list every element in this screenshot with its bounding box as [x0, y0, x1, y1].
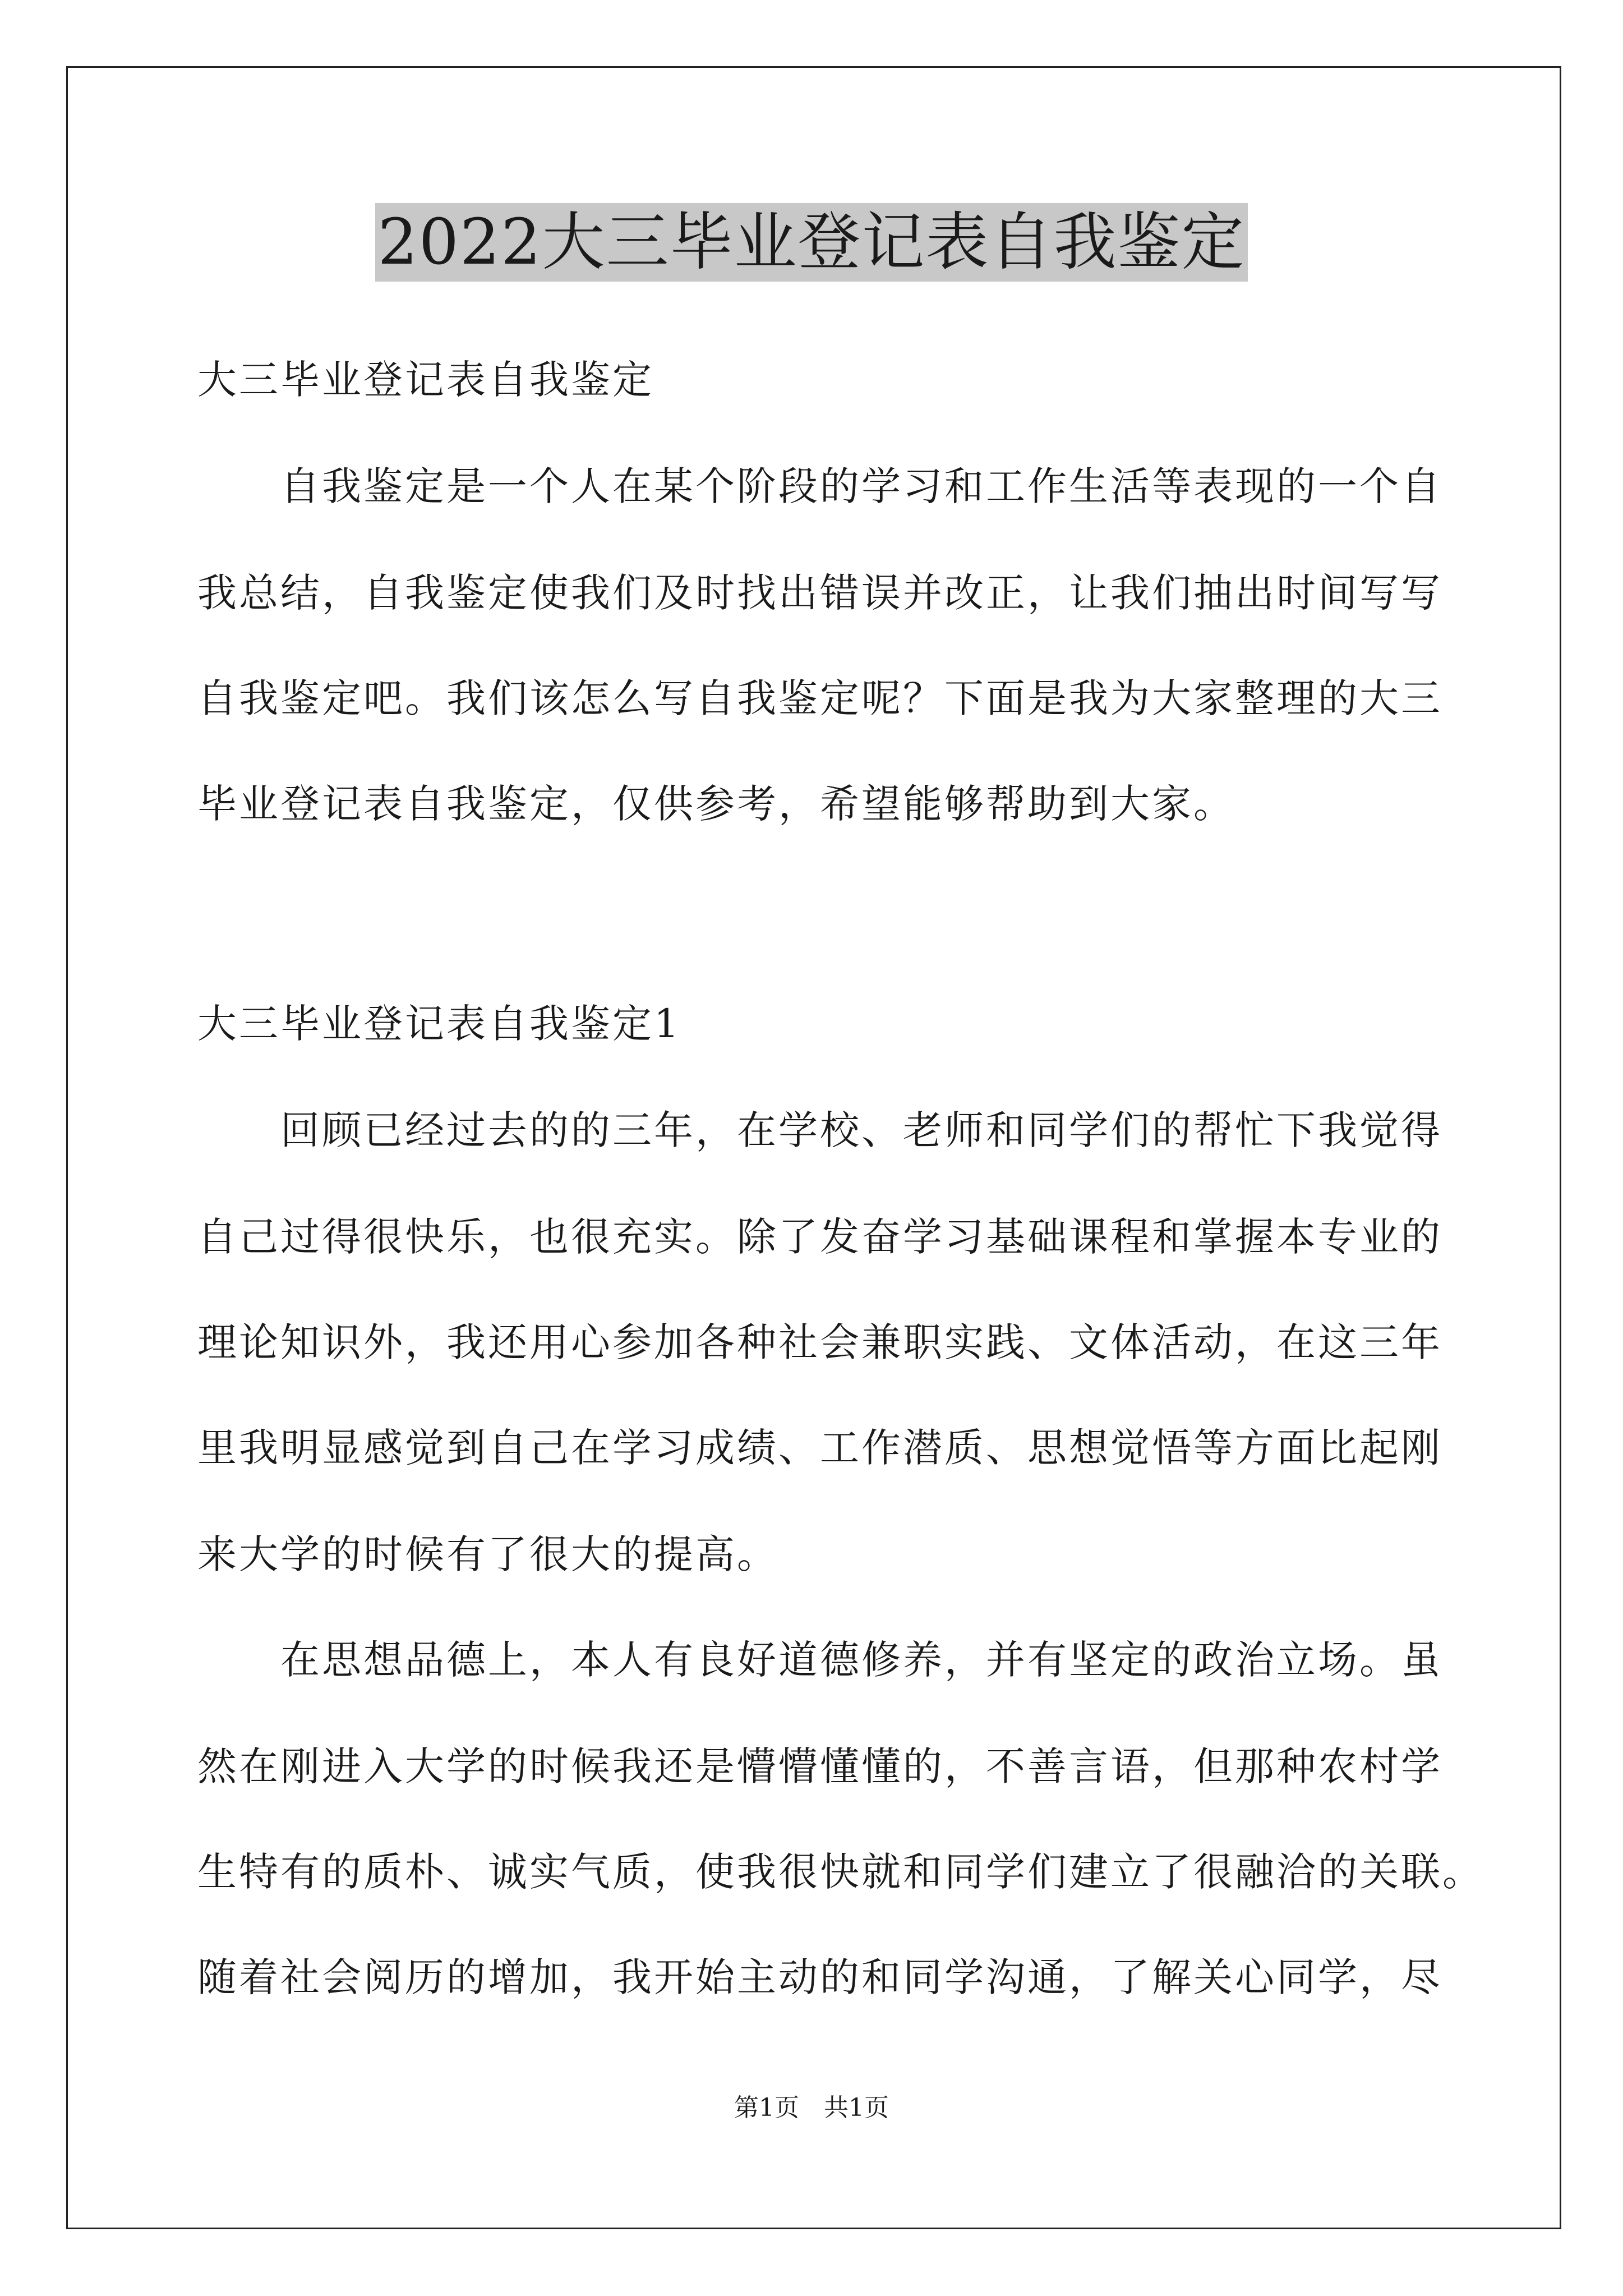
paragraph-line: 理论知识外，我还用心参加各种社会兼职实践、文体活动，在这三年 — [197, 1319, 1442, 1365]
title-block — [0, 203, 1623, 282]
paragraph-line: 自己过得很快乐，也很充实。除了发奋学习基础课程和掌握本专业的 — [197, 1214, 1442, 1260]
document-title: 2022大三毕业登记表自我鉴定 — [375, 203, 1247, 282]
paragraph-line: 生特有的质朴、诚实气质，使我很快就和同学们建立了很融洽的关联。 — [197, 1849, 1484, 1895]
paragraph-line: 在思想品德上，本人有良好道德修养，并有坚定的政治立场。虽 — [280, 1637, 1442, 1683]
intro-line: 我总结，自我鉴定使我们及时找出错误并改正，让我们抽出时间写写 — [197, 570, 1442, 616]
paragraph-line: 随着社会阅历的增加，我开始主动的和同学沟通，了解关心同学，尽 — [197, 1954, 1442, 2000]
document-subtitle: 大三毕业登记表自我鉴定 — [197, 357, 654, 403]
paragraph-line: 回顾已经过去的的三年，在学校、老师和同学们的帮忙下我觉得 — [280, 1107, 1442, 1153]
section-heading: 大三毕业登记表自我鉴定1 — [197, 1001, 681, 1047]
paragraph-line: 里我明显感觉到自己在学习成绩、工作潜质、思想觉悟等方面比起刚 — [197, 1425, 1442, 1471]
paragraph-line: 来大学的时候有了很大的提高。 — [197, 1531, 778, 1577]
intro-line: 毕业登记表自我鉴定，仅供参考，希望能够帮助到大家。 — [197, 781, 1235, 827]
page-footer: 第1页 共1页 — [734, 2093, 889, 2122]
intro-line: 自我鉴定吧。我们该怎么写自我鉴定呢？下面是我为大家整理的大三 — [197, 675, 1442, 721]
intro-line: 自我鉴定是一个人在某个阶段的学习和工作生活等表现的一个自 — [280, 463, 1442, 509]
paragraph-line: 然在刚进入大学的时候我还是懵懵懂懂的，不善言语，但那种农村学 — [197, 1743, 1442, 1789]
